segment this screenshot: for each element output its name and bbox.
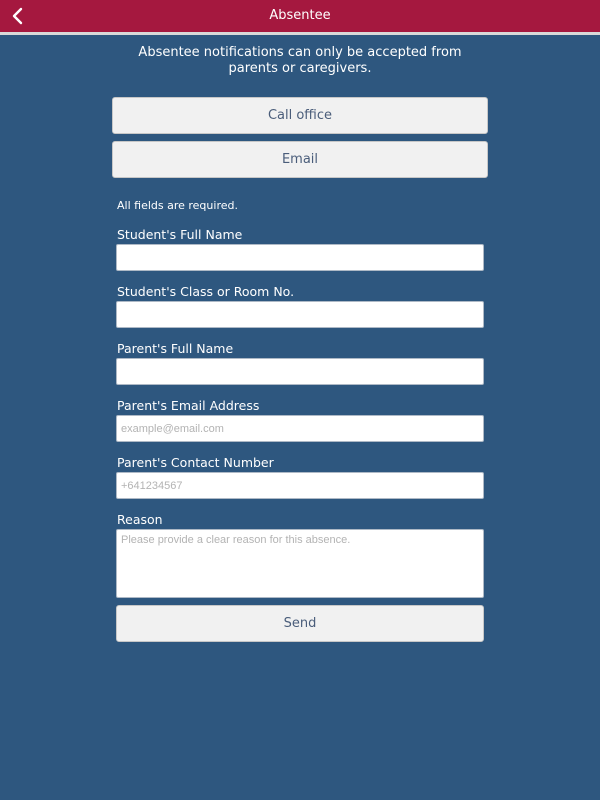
reason-label: Reason [117,512,163,527]
parent-email-input[interactable] [116,415,484,442]
parent-phone-input[interactable] [116,472,484,499]
notice-text: Absentee notifications can only be accepted from parents or caregivers. [138,45,462,76]
email-button[interactable]: Email [112,141,488,178]
parent-phone-label: Parent's Contact Number [117,455,274,470]
student-class-input[interactable] [116,301,484,328]
page-title: Absentee [269,8,331,23]
student-name-label: Student's Full Name [117,227,243,242]
student-name-input[interactable] [116,244,484,271]
nav-bar [0,0,600,35]
student-class-label: Student's Class or Room No. [117,284,295,299]
parent-name-label: Parent's Full Name [117,341,234,356]
call-office-button[interactable]: Call office [112,97,488,134]
parent-email-label: Parent's Email Address [117,398,260,413]
parent-name-input[interactable] [116,358,484,385]
reason-textarea[interactable] [116,529,484,598]
required-note: All fields are required. [117,199,238,212]
send-button[interactable]: Send [116,605,484,642]
